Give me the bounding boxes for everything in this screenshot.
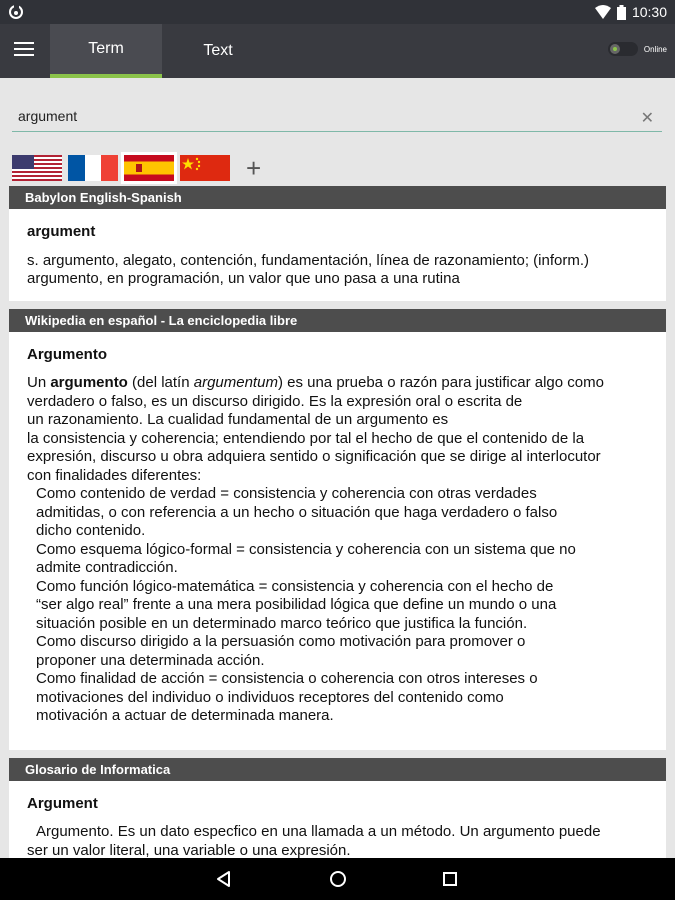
definition-line: con finalidades diferentes:	[27, 466, 202, 484]
list-line: Como finalidad de acción = consistencia o coherencia con otros intereses o	[36, 670, 538, 687]
sync-icon	[8, 4, 24, 20]
section-header: Glosario de Informatica	[9, 758, 666, 781]
online-toggle[interactable]	[608, 42, 638, 56]
tab-term-label: Term	[88, 40, 124, 57]
tab-text-label: Text	[203, 42, 233, 59]
list-line: Como función lógico-matemática = consistencia y coherencia con el hecho de	[36, 577, 554, 595]
clear-icon[interactable]: ✕	[640, 110, 654, 127]
definition-line: Un argumento (del latín argumentum) es una prueba o razón para justificar algo como	[27, 374, 604, 391]
flag-cn-icon[interactable]	[180, 155, 230, 181]
definition-line: verdadero o falso, es un discurso dirigido. Es la expresión oral o escrita de	[27, 392, 523, 410]
back-icon[interactable]	[214, 869, 234, 889]
list-line: dicho contenido.	[36, 522, 146, 539]
battery-icon	[617, 5, 626, 20]
tab-text[interactable]	[162, 24, 274, 78]
clock: 10:30	[631, 4, 667, 20]
definition-line: ser un valor literal, una variable o una expresión.	[27, 841, 351, 859]
result-term: Argument	[27, 794, 98, 812]
list-line: motivación a actuar de determinada manera.	[36, 707, 334, 724]
home-icon[interactable]	[328, 869, 348, 889]
language-flags	[12, 154, 261, 182]
list-line: “ser algo real” frente a una mera posibilidad lógica que define un mundo o una	[36, 596, 557, 613]
flag-us-icon[interactable]	[12, 155, 62, 181]
list-line: Como discurso dirigido a la persuasión como motivación para promover o	[36, 633, 526, 650]
result-term: Argumento	[27, 345, 107, 363]
list-line: admitidas, o con referencia a un hecho o situación que haga verdadero o falso	[36, 503, 558, 521]
definition-line: la consistencia y coherencia; entendiendo por tal el hecho de que el contenido de la	[27, 429, 585, 447]
definition-line: un razonamiento. La cualidad fundamental de un argumento es	[27, 411, 449, 428]
list-line: Como contenido de verdad = consistencia y coherencia con otras verdades	[36, 485, 537, 502]
app-bar	[0, 24, 675, 78]
menu-icon[interactable]	[14, 42, 34, 58]
definition-line: s. argumento, alegato, contención, fundamentación, línea de razonamiento; (inform.)	[27, 251, 589, 269]
definition-line: Argumento. Es un dato especfico en una llamada a un método. Un argumento puede	[36, 823, 601, 840]
result-section-glosario	[9, 758, 666, 873]
list-line: situación posible en un determinado marco teórico que justifica la función.	[36, 614, 528, 632]
definition-line: argumento, en programación, un valor que uno pasa a una rutina	[27, 270, 460, 287]
result-section-babylon	[9, 186, 666, 301]
add-language-icon[interactable]: +	[246, 153, 262, 183]
result-term: argument	[27, 223, 96, 240]
tab-term[interactable]	[50, 24, 162, 78]
flag-es-icon[interactable]	[124, 155, 174, 181]
result-section-wikipedia	[9, 309, 666, 750]
results-list[interactable]	[9, 186, 666, 859]
list-line: Como esquema lógico-formal = consistencia y coherencia con un sistema que no	[36, 540, 576, 558]
section-header: Wikipedia en español - La enciclopedia libre	[9, 309, 666, 332]
list-line: motivaciones del individuo o individuos receptores del contenido como	[36, 688, 504, 706]
online-switch[interactable]	[608, 42, 667, 56]
navigation-bar	[0, 858, 675, 900]
online-label: Online	[643, 44, 667, 54]
list-line: admite contradicción.	[36, 559, 178, 576]
list-line: proponer una determinada acción.	[36, 651, 265, 669]
definition-line: expresión, discurso u obra adquiera sentido o significación que se dirige al interlocutor	[27, 448, 601, 465]
section-header: Babylon English-Spanish	[9, 186, 666, 209]
search-input[interactable]	[18, 108, 618, 124]
recents-icon[interactable]	[440, 869, 460, 889]
flag-fr-icon[interactable]	[68, 155, 118, 181]
status-bar	[0, 0, 675, 24]
wifi-icon	[595, 5, 611, 19]
search-field	[12, 102, 662, 132]
